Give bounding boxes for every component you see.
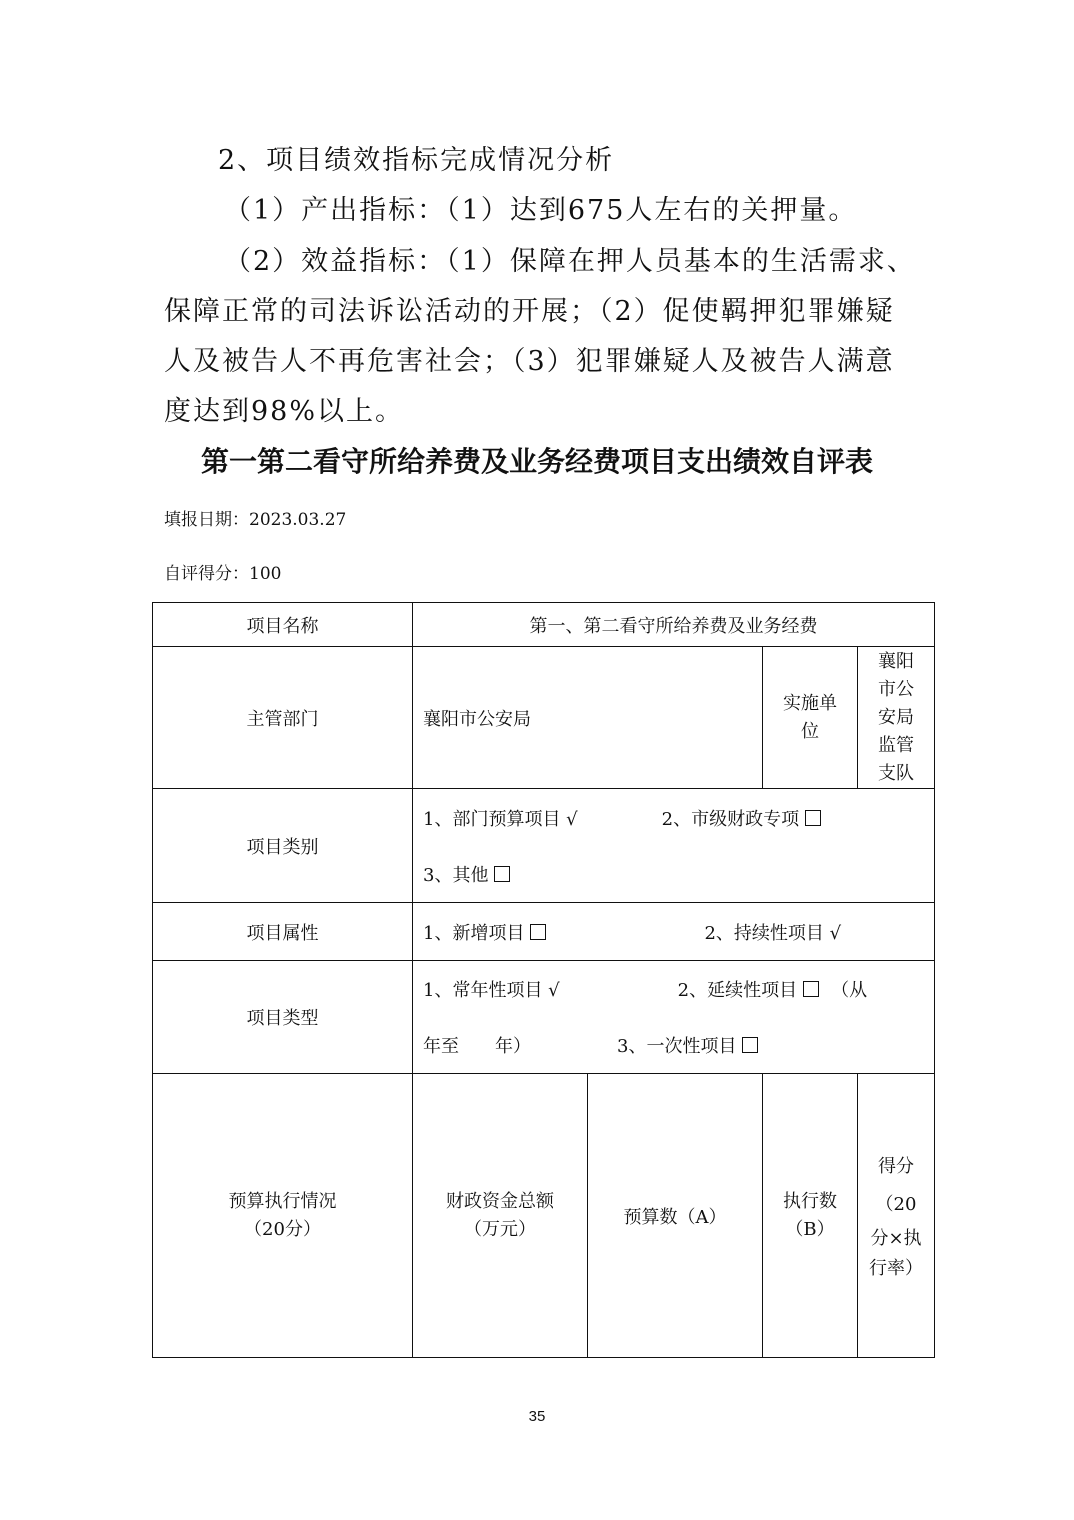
budget-execution-label: [153, 1074, 413, 1358]
fund-total-header: [413, 1074, 588, 1358]
project-name-label: 项目名称: [153, 603, 413, 647]
category-options: [413, 789, 935, 903]
impl-unit-value-line-5: 支队: [878, 762, 914, 784]
row-budget-execution: [153, 1074, 935, 1358]
self-score: 自评得分：100: [164, 564, 282, 584]
benefit-indicator-line-4: 度达到98%以上。: [164, 396, 405, 427]
impl-unit-value-line-2: 市公: [878, 678, 914, 700]
page-number: 35: [528, 1408, 546, 1425]
type-option-extended-suffix: （从: [831, 980, 868, 1001]
attr-label: 项目属性: [153, 903, 413, 961]
benefit-indicator-line-2: 保障正常的司法诉讼活动的开展；（2）促使羁押犯罪嫌疑: [164, 296, 895, 327]
checkbox-empty-icon: [530, 924, 546, 940]
budget-execution-label-line-2: （20分）: [244, 1218, 321, 1240]
fund-total-header-line-1: 财政资金总额: [446, 1190, 554, 1212]
type-option-annual: 1、常年性项目 √: [423, 980, 560, 1001]
checkbox-empty-icon: [803, 981, 819, 997]
row-type: [153, 961, 935, 1074]
type-option-extended: 2、延续性项目: [677, 980, 798, 1001]
impl-unit-value-line-1: 襄阳: [878, 650, 914, 672]
impl-unit-value-line-3: 安局: [878, 706, 914, 728]
section-heading: 2、项目绩效指标完成情况分析: [218, 145, 615, 176]
evaluation-table: [152, 602, 935, 1358]
checkbox-empty-icon: [494, 866, 510, 882]
project-name-value: 第一、第二看守所给养费及业务经费: [413, 603, 935, 647]
category-option-other: 3、其他: [423, 864, 489, 886]
score-header-line-3: 分×执: [870, 1227, 922, 1249]
row-attribute: [153, 903, 935, 961]
type-options: [413, 961, 935, 1074]
category-option-city-finance: 2、市级财政专项: [661, 808, 800, 830]
benefit-indicator-line-1: （2）效益指标：（1）保障在押人员基本的生活需求、: [224, 246, 916, 277]
score-header-line-4: 行率）: [869, 1257, 923, 1279]
impl-unit-label: [763, 647, 858, 789]
row-project-name: [153, 603, 935, 647]
impl-unit-label-line-2: 位: [801, 720, 819, 742]
category-label: 项目类别: [153, 789, 413, 903]
exec-b-header-line-1: 执行数: [783, 1190, 837, 1212]
score-header-line-2: （20: [875, 1193, 917, 1215]
type-option-one-time: 3、一次性项目: [617, 1036, 737, 1057]
score-header: [858, 1074, 935, 1358]
budget-execution-label-line-1: 预算执行情况: [228, 1190, 337, 1212]
exec-b-header: [763, 1074, 858, 1358]
row-department: [153, 647, 935, 789]
impl-unit-value: [858, 647, 935, 789]
type-label: 项目类型: [153, 961, 413, 1074]
fund-total-header-line-2: （万元）: [464, 1218, 536, 1240]
dept-value: 襄阳市公安局: [413, 647, 763, 789]
impl-unit-label-line-1: 实施单: [783, 692, 837, 714]
attr-option-continuing: 2、持续性项目 √: [704, 922, 842, 944]
row-category: [153, 789, 935, 903]
category-option-dept-budget: 1、部门预算项目 √: [423, 808, 578, 830]
checkbox-empty-icon: [742, 1037, 758, 1053]
attr-option-new: 1、新增项目: [423, 922, 525, 944]
checkbox-empty-icon: [805, 810, 821, 826]
type-year-range: 年至 年）: [423, 1036, 531, 1057]
exec-b-header-line-2: （B）: [785, 1218, 835, 1240]
impl-unit-value-line-4: 监管: [878, 734, 914, 756]
attr-options: [413, 903, 935, 961]
dept-label: 主管部门: [153, 647, 413, 789]
fill-date: 填报日期：2023.03.27: [164, 510, 347, 530]
output-indicator-line: （1）产出指标：（1）达到675人左右的关押量。: [224, 195, 858, 226]
form-title: 第一第二看守所给养费及业务经费项目支出绩效自评表: [200, 445, 873, 478]
benefit-indicator-line-3: 人及被告人不再危害社会；（3）犯罪嫌疑人及被告人满意: [164, 346, 895, 377]
budget-a-header: 预算数（A）: [588, 1074, 763, 1358]
score-header-line-1: 得分: [878, 1155, 914, 1177]
